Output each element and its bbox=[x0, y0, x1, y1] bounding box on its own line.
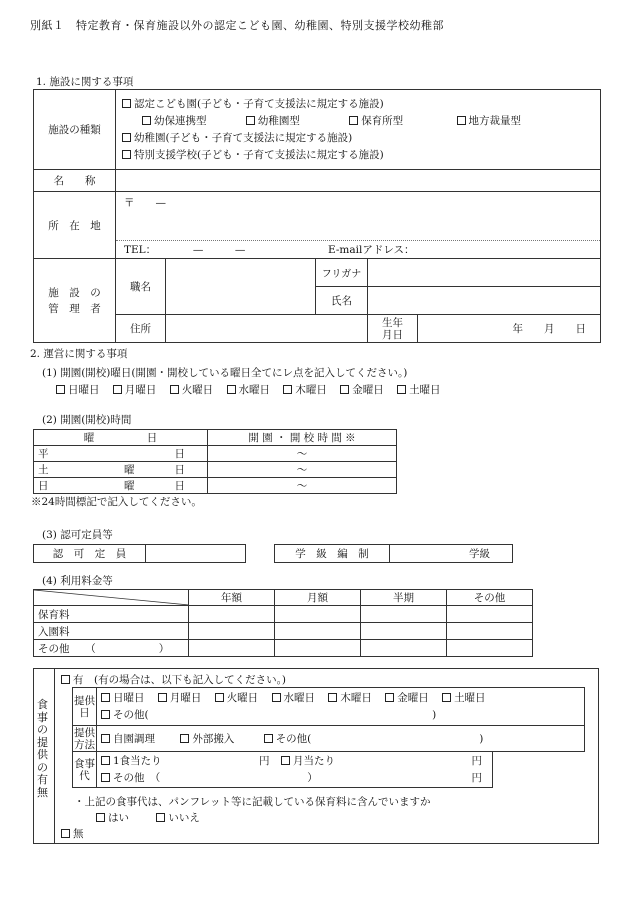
included-question: ・上記の食事代は、パンフレット等に記載している保育料に含んでいますか bbox=[74, 796, 431, 808]
sunday-char1: 日 bbox=[38, 480, 49, 492]
fee-cell[interactable] bbox=[189, 640, 275, 657]
option-label: 認定こども園(子ども・子育て支援法に規定する施設) bbox=[134, 97, 384, 110]
fees-table bbox=[33, 589, 533, 657]
method-label: 自園調理 bbox=[113, 733, 155, 745]
method-label: 外部搬入 bbox=[192, 733, 235, 745]
checkbox[interactable] bbox=[227, 385, 236, 394]
day-label: 木曜日 bbox=[340, 691, 372, 704]
option-label: 保育所型 bbox=[361, 114, 404, 127]
day-label: 日曜日 bbox=[113, 691, 145, 704]
job-title-field[interactable] bbox=[166, 259, 316, 315]
furigana-label: フリガナ bbox=[316, 259, 368, 287]
checkbox[interactable] bbox=[170, 385, 179, 394]
fee-cell[interactable] bbox=[361, 623, 447, 640]
postal-code: 〒 — bbox=[124, 197, 166, 209]
checkbox[interactable] bbox=[281, 756, 290, 765]
address-field[interactable] bbox=[116, 192, 601, 259]
yen-unit: 円 bbox=[259, 754, 270, 767]
checkbox[interactable] bbox=[61, 829, 70, 838]
checkbox[interactable] bbox=[349, 116, 358, 125]
email-label: E-mailアドレス： bbox=[328, 244, 415, 256]
meal-cost-fields bbox=[97, 752, 493, 788]
fee-cell[interactable] bbox=[275, 623, 361, 640]
checkbox[interactable] bbox=[142, 116, 151, 125]
saturday-hours[interactable]: ～ bbox=[208, 462, 397, 478]
checkbox[interactable] bbox=[122, 99, 131, 108]
capacity-label: 認 可 定 員 bbox=[34, 545, 146, 563]
day-label: 月曜日 bbox=[124, 384, 157, 396]
facility-type-label: 施設の種類 bbox=[34, 90, 116, 170]
checkbox[interactable] bbox=[61, 675, 70, 684]
fee-col-monthly: 月額 bbox=[275, 590, 361, 606]
sunday-label bbox=[34, 478, 208, 494]
day-label: 火曜日 bbox=[181, 384, 214, 396]
weekday-label bbox=[34, 446, 208, 462]
meal-cost-label: 食事代 bbox=[73, 752, 97, 788]
full-name-field[interactable] bbox=[368, 287, 601, 315]
document-title: 別紙１ 特定教育・保育施設以外の認定こども園、幼稚園、特別支援学校幼稚部 bbox=[30, 19, 444, 32]
meal-days-options bbox=[97, 688, 585, 726]
yes-label: はい bbox=[108, 812, 129, 824]
included-options bbox=[96, 810, 200, 825]
birthdate-label-line1: 生年 bbox=[382, 316, 403, 329]
checkbox[interactable] bbox=[340, 385, 349, 394]
hours-table bbox=[33, 429, 397, 494]
sunday-hours[interactable]: ～ bbox=[208, 478, 397, 494]
furigana-field[interactable] bbox=[368, 259, 601, 287]
checkbox[interactable] bbox=[283, 385, 292, 394]
fee-cell[interactable] bbox=[275, 606, 361, 623]
fee-cell[interactable] bbox=[447, 606, 533, 623]
day-label: 金曜日 bbox=[352, 384, 384, 396]
option-label: 特別支援学校(子ども・子育て支援法に規定する施設) bbox=[134, 148, 384, 161]
meal-yes-option bbox=[61, 672, 286, 687]
sunday-char2: 曜 bbox=[124, 480, 135, 492]
weekday-char2: 日 bbox=[174, 448, 185, 460]
meal-no-option bbox=[61, 826, 84, 841]
option-label: 幼稚園(子ども・子育て支援法に規定する施設) bbox=[134, 131, 353, 144]
capacity-question: (3) 認可定員等 bbox=[42, 529, 113, 541]
open-days-options bbox=[56, 382, 441, 397]
fee-col-other: その他 bbox=[447, 590, 533, 606]
checkbox[interactable] bbox=[158, 693, 167, 702]
capacity-table bbox=[33, 544, 246, 563]
checkbox[interactable] bbox=[397, 385, 406, 394]
fee-row-label: 保育料 bbox=[34, 606, 189, 623]
fee-cell[interactable] bbox=[275, 640, 361, 657]
hours-note: ※24時間標記で記入してください。 bbox=[31, 496, 202, 508]
checkbox[interactable] bbox=[180, 734, 189, 743]
address-label: 所 在 地 bbox=[34, 192, 116, 259]
day-label: 土曜日 bbox=[454, 691, 486, 704]
meal-yes-label: 有 (有の場合は、以下も記入してください。) bbox=[73, 674, 286, 686]
class-field[interactable]: 学級 bbox=[390, 545, 513, 563]
fees-question: (4) 利用料金等 bbox=[42, 575, 113, 587]
meal-cost-table bbox=[72, 751, 493, 788]
checkbox[interactable] bbox=[328, 693, 337, 702]
option-label: 地方裁量型 bbox=[468, 114, 522, 127]
checkbox[interactable] bbox=[122, 133, 131, 142]
facility-type-options bbox=[116, 90, 601, 170]
day-label: 日曜日 bbox=[68, 384, 100, 396]
class-table bbox=[274, 544, 513, 563]
checkbox[interactable] bbox=[96, 813, 105, 822]
checkbox[interactable] bbox=[113, 385, 122, 394]
checkbox[interactable] bbox=[101, 710, 110, 719]
checkbox[interactable] bbox=[215, 693, 224, 702]
name-label: 名 称 bbox=[34, 170, 116, 192]
saturday-char3: 日 bbox=[174, 464, 185, 476]
day-label: 金曜日 bbox=[397, 691, 429, 704]
day-label: 土曜日 bbox=[409, 384, 441, 396]
meal-section bbox=[33, 668, 599, 844]
fee-row-label: その他 （ ） bbox=[34, 640, 189, 657]
no-label: いいえ bbox=[168, 812, 200, 824]
checkbox[interactable] bbox=[101, 756, 110, 765]
checkbox[interactable] bbox=[442, 693, 451, 702]
section-1-heading: 1. 施設に関する事項 bbox=[36, 76, 134, 88]
checkbox[interactable] bbox=[385, 693, 394, 702]
meal-method-label-line1: 提供 bbox=[74, 726, 95, 739]
weekday-hours[interactable]: ～ bbox=[208, 446, 397, 462]
day-label: 月曜日 bbox=[169, 691, 202, 704]
checkbox[interactable] bbox=[272, 693, 281, 702]
checkbox[interactable] bbox=[101, 693, 110, 702]
day-header: 曜 日 bbox=[34, 430, 208, 446]
checkbox[interactable] bbox=[56, 385, 65, 394]
full-name-label: 氏名 bbox=[316, 287, 368, 315]
meal-side-label-cell bbox=[34, 669, 55, 843]
fee-cell[interactable] bbox=[447, 640, 533, 657]
fee-cell[interactable] bbox=[447, 623, 533, 640]
meal-method-label-line2: 方法 bbox=[74, 738, 95, 751]
fee-cell[interactable] bbox=[361, 640, 447, 657]
open-days-question: (1) 開園(開校)曜日(開園・開校している曜日全てにレ点を記入してください。) bbox=[42, 367, 408, 379]
residence-field[interactable] bbox=[166, 315, 368, 343]
checkbox[interactable] bbox=[122, 150, 131, 159]
manager-label-line2: 管 理 者 bbox=[48, 302, 101, 315]
residence-label: 住所 bbox=[116, 315, 166, 343]
option-label: 幼保連携型 bbox=[154, 114, 207, 127]
weekday-char1: 平 bbox=[38, 448, 49, 460]
facility-table bbox=[33, 89, 601, 343]
yen-unit: 円 bbox=[471, 754, 482, 767]
birthdate-label bbox=[368, 315, 418, 343]
section-2-heading: 2. 運営に関する事項 bbox=[30, 348, 128, 360]
day-label: 水曜日 bbox=[238, 384, 271, 396]
hours-question: (2) 開園(開校)時間 bbox=[42, 414, 132, 426]
checkbox[interactable] bbox=[101, 734, 110, 743]
checkbox[interactable] bbox=[457, 116, 466, 125]
meal-no-label: 無 bbox=[73, 828, 84, 840]
birthdate-label-line2: 月日 bbox=[382, 328, 403, 341]
yen-unit: 円 bbox=[471, 771, 482, 784]
fee-col-half: 半期 bbox=[361, 590, 447, 606]
method-label: その他( ) bbox=[275, 733, 484, 745]
birthdate-field[interactable]: 年 月 日 bbox=[418, 315, 601, 343]
checkbox[interactable] bbox=[246, 116, 255, 125]
tel-label: TEL： — — bbox=[124, 244, 246, 256]
per-month-label: 月当たり bbox=[293, 754, 335, 767]
manager-label bbox=[34, 259, 116, 343]
option-label: 幼稚園型 bbox=[257, 114, 300, 127]
name-field[interactable] bbox=[116, 170, 601, 192]
checkbox[interactable] bbox=[156, 813, 165, 822]
class-label: 学 級 編 制 bbox=[275, 545, 390, 563]
saturday-char1: 土 bbox=[38, 464, 49, 476]
meal-method-options bbox=[97, 726, 585, 752]
capacity-field[interactable] bbox=[146, 545, 246, 563]
saturday-char2: 曜 bbox=[124, 464, 135, 476]
day-label: 木曜日 bbox=[295, 384, 327, 396]
fee-col-annual: 年額 bbox=[189, 590, 275, 606]
fee-cell[interactable] bbox=[361, 606, 447, 623]
hours-header: 開 園 ・ 開 校 時 間 ※ bbox=[208, 430, 397, 446]
cost-other-label: その他 （ ） bbox=[113, 771, 318, 784]
meal-detail-table bbox=[72, 687, 585, 752]
manager-label-line1: 施 設 の bbox=[48, 286, 101, 299]
meal-days-other: その他( ) bbox=[113, 708, 437, 721]
fees-corner bbox=[34, 590, 189, 606]
meal-method-label bbox=[73, 726, 97, 752]
fee-cell[interactable] bbox=[189, 623, 275, 640]
sunday-char3: 日 bbox=[174, 480, 185, 492]
job-title-label: 職名 bbox=[116, 259, 166, 315]
fee-row-label: 入園料 bbox=[34, 623, 189, 640]
saturday-label bbox=[34, 462, 208, 478]
day-label: 火曜日 bbox=[226, 691, 259, 704]
checkbox[interactable] bbox=[264, 734, 273, 743]
checkbox[interactable] bbox=[101, 773, 110, 782]
fee-cell[interactable] bbox=[189, 606, 275, 623]
per-meal-label: 1食当たり bbox=[113, 754, 162, 767]
meal-side-label: 食事の提供の有無 bbox=[37, 698, 48, 799]
meal-days-label: 提供日 bbox=[73, 688, 97, 726]
day-label: 水曜日 bbox=[283, 691, 316, 704]
